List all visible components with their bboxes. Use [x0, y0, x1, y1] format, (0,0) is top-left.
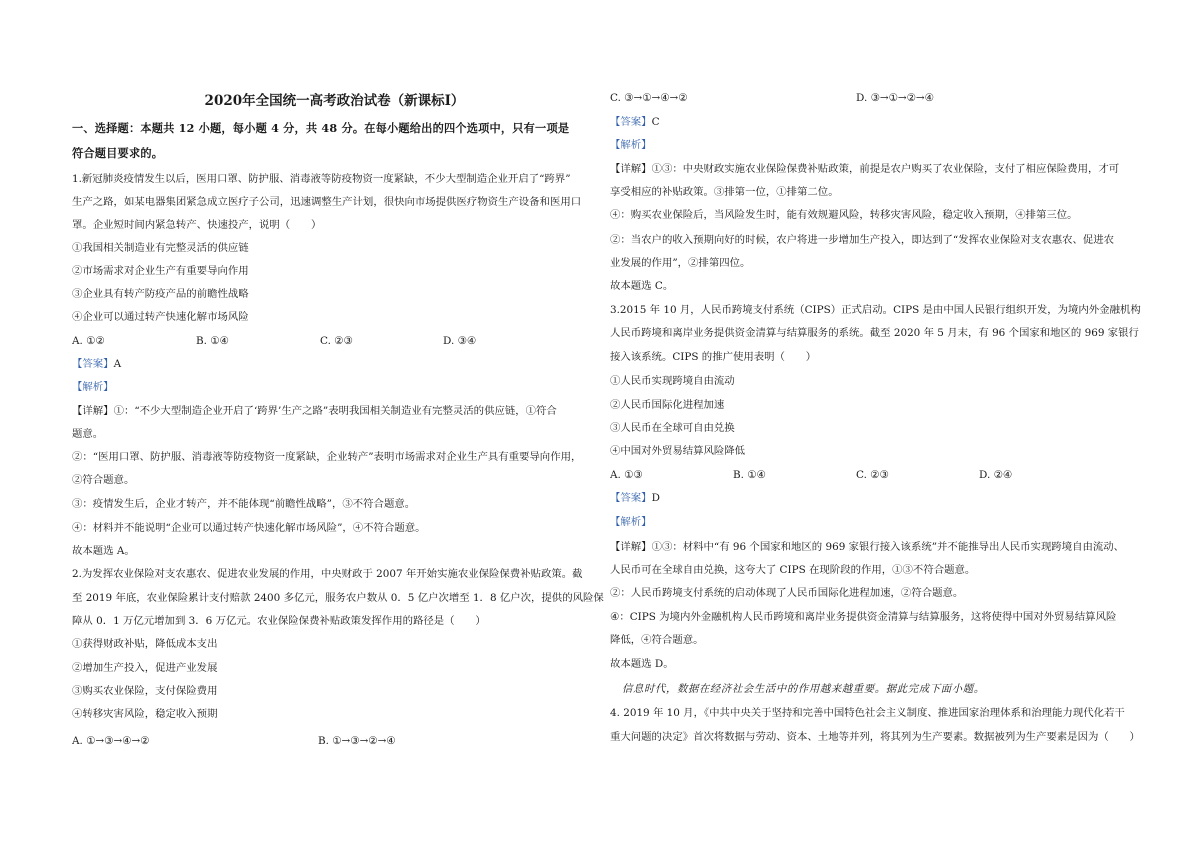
- conclusion: 故本题选 A。: [72, 545, 135, 557]
- choice-item: ②市场需求对企业生产有重要导向作用: [72, 265, 249, 277]
- answer-value: A: [113, 358, 122, 370]
- answer-line: [72, 357, 121, 371]
- detail-line: ④：购买农业保险后，当风险发生时，能有效规避风险，转移灾害风险，稳定收入预期，④排第三位。: [610, 209, 1078, 221]
- detail-line: ②：人民币跨境支付系统的启动体现了人民币国际化进程加速，②符合题意。: [610, 587, 964, 599]
- option-d: D. ②④: [979, 469, 1013, 481]
- choice-item: ②增加生产投入，促进产业发展: [72, 662, 218, 674]
- option-b: B. ①→③→②→④: [318, 735, 396, 747]
- detail-line: 享受相应的补贴政策。③排第一位，①排第二位。: [610, 186, 839, 198]
- option-d: D. ③→①→②→④: [856, 92, 934, 104]
- detail-line: 【详解】①③：材料中“有 96 个国家和地区的 969 家银行接入该系统”并不能推导出人民币实现跨境自由流动、: [610, 541, 1125, 553]
- choice-item: ③企业具有转产防疫产品的前瞻性战略: [72, 288, 249, 300]
- choice-item: ④中国对外贸易结算风险降低: [610, 445, 746, 457]
- choice-item: ③购买农业保险，支付保险费用: [72, 685, 218, 697]
- option-c: C. ②③: [320, 335, 353, 347]
- section-heading: 一、选择题：本题共 12 小题，每小题 4 分，共 48 分。在每小题给出的四个选项中，只有一项是: [72, 121, 570, 135]
- detail-label: 【详解】: [610, 163, 652, 175]
- option-b: B. ①④: [733, 469, 766, 481]
- analysis-label: 【解析】: [610, 139, 652, 151]
- option-d: D. ③④: [443, 335, 477, 347]
- analysis-label: 【解析】: [72, 381, 114, 393]
- answer-label: 【答案】: [610, 116, 652, 128]
- question-stem: 重大问题的决定》首次将数据与劳动、资本、土地等并列，将其列为生产要素。数据被列为生产要素是因为（ ）: [610, 731, 1140, 743]
- detail-line: ③：疫情发生后，企业才转产，并不能体现“前瞻性战略”，③不符合题意。: [72, 498, 416, 510]
- section-heading: 符合题目要求的。: [72, 146, 164, 160]
- analysis-label: 【解析】: [610, 516, 652, 528]
- intro-note: 信息时代，数据在经济社会生活中的作用越来越重要。据此完成下面小题。: [622, 683, 985, 695]
- question-stem: 2.为发挥农业保险对支农惠农、促进农业发展的作用，中央财政于 2007 年开始实施农业保险保费补贴政策。截: [72, 568, 583, 580]
- option-c: C. ②③: [856, 469, 889, 481]
- option-c: C. ③→①→④→②: [610, 92, 688, 104]
- detail-line: ④：材料并不能说明“企业可以通过转产快速化解市场风险”，④不符合题意。: [72, 522, 426, 534]
- answer-line: [610, 491, 660, 505]
- answer-value: C: [651, 116, 660, 128]
- detail-line: ②：“医用口罩、防护服、消毒液等防疫物资一度紧缺，企业转产”表明市场需求对企业生产具有重要导向作用，: [72, 451, 582, 463]
- option-b: B. ①④: [196, 335, 229, 347]
- conclusion: 故本题选 D。: [610, 658, 674, 670]
- detail-label: 【详解】: [72, 405, 114, 417]
- choice-item: ①获得财政补贴，降低成本支出: [72, 638, 218, 650]
- question-stem: 罩。企业短时间内紧急转产、快速投产，说明（ ）: [72, 219, 322, 231]
- question-stem: 1.新冠肺炎疫情发生以后，医用口罩、防护服、消毒液等防疫物资一度紧缺，不少大型制造企业开启了“跨界”: [72, 173, 571, 185]
- detail-line: 降低，④符合题意。: [610, 634, 704, 646]
- answer-label: 【答案】: [72, 358, 114, 370]
- conclusion: 故本题选 C。: [610, 280, 674, 292]
- question-stem: 4. 2019 年 10 月，《中共中央关于坚持和完善中国特色社会主义制度、推进国家治理体系和治理能力现代化若干: [610, 707, 1125, 719]
- choice-item: ③人民币在全球可自由兑换: [610, 422, 735, 434]
- choice-item: ②人民币国际化进程加速: [610, 399, 725, 411]
- detail-line: ②：当农户的收入预期向好的时候，农户将进一步增加生产投入，即达到了“发挥农业保险对支农惠农、促进农: [610, 234, 1115, 246]
- question-stem: 接入该系统。CIPS 的推广使用表明（ ）: [610, 351, 817, 363]
- choice-item: ①我国相关制造业有完整灵活的供应链: [72, 242, 249, 254]
- detail-line: 题意。: [72, 428, 104, 440]
- detail-line: ②符合题意。: [72, 474, 135, 486]
- answer-line: [610, 115, 660, 129]
- choice-item: ④转移灾害风险，稳定收入预期: [72, 708, 218, 720]
- question-stem: 3.2015 年 10 月，人民币跨境支付系统（CIPS）正式启动。CIPS 是由中国人民银行组织开发，为境内外金融机构: [610, 304, 1141, 316]
- page-title: 2020年全国统一高考政治试卷（新课标Ⅰ）: [204, 93, 465, 109]
- option-a: A. ①→③→④→②: [72, 735, 150, 747]
- answer-label: 【答案】: [610, 492, 652, 504]
- option-a: A. ①②: [72, 335, 105, 347]
- detail-line: 人民币可在全球自由兑换，这夸大了 CIPS 在现阶段的作用，①③不符合题意。: [610, 564, 976, 576]
- question-stem: 人民币跨境和离岸业务提供资金清算与结算服务的系统。截至 2020 年 5 月末，有 96 个国家和地区的 969 家银行: [610, 327, 1139, 339]
- question-stem: 生产之路，如某电器集团紧急成立医疗子公司，迅速调整生产计划，很快向市场提供医疗物资生产设备和医用口: [72, 196, 582, 208]
- question-stem: 障从 0．1 万亿元增加到 3．6 万亿元。农业保险保费补贴政策发挥作用的路径是（ ）: [72, 615, 486, 627]
- question-stem: 至 2019 年底，农业保险累计支付赔款 2400 多亿元，服务农户数从 0．5 亿户次增至 1．8 亿户次，提供的风险保: [72, 592, 604, 604]
- choice-item: ①人民币实现跨境自由流动: [610, 375, 735, 387]
- detail-line: 业发展的作用”，②排第四位。: [610, 257, 751, 269]
- detail-line: ④：CIPS 为境内外金融机构人民币跨境和离岸业务提供资金清算与结算服务，这将使得中国对外贸易结算风险: [610, 611, 1117, 623]
- detail-line: 【详解】①：“不少大型制造企业开启了‘跨界’生产之路”表明我国相关制造业有完整灵活的供应链，①符合: [72, 405, 557, 417]
- detail-line: 【详解】①③：中央财政实施农业保险保费补贴政策，前提是农户购买了农业保险，支付了相应保险费用，才可: [610, 163, 1120, 175]
- detail-label: 【详解】: [610, 541, 652, 553]
- choice-item: ④企业可以通过转产快速化解市场风险: [72, 311, 249, 323]
- answer-value: D: [651, 492, 660, 504]
- option-a: A. ①③: [610, 469, 643, 481]
